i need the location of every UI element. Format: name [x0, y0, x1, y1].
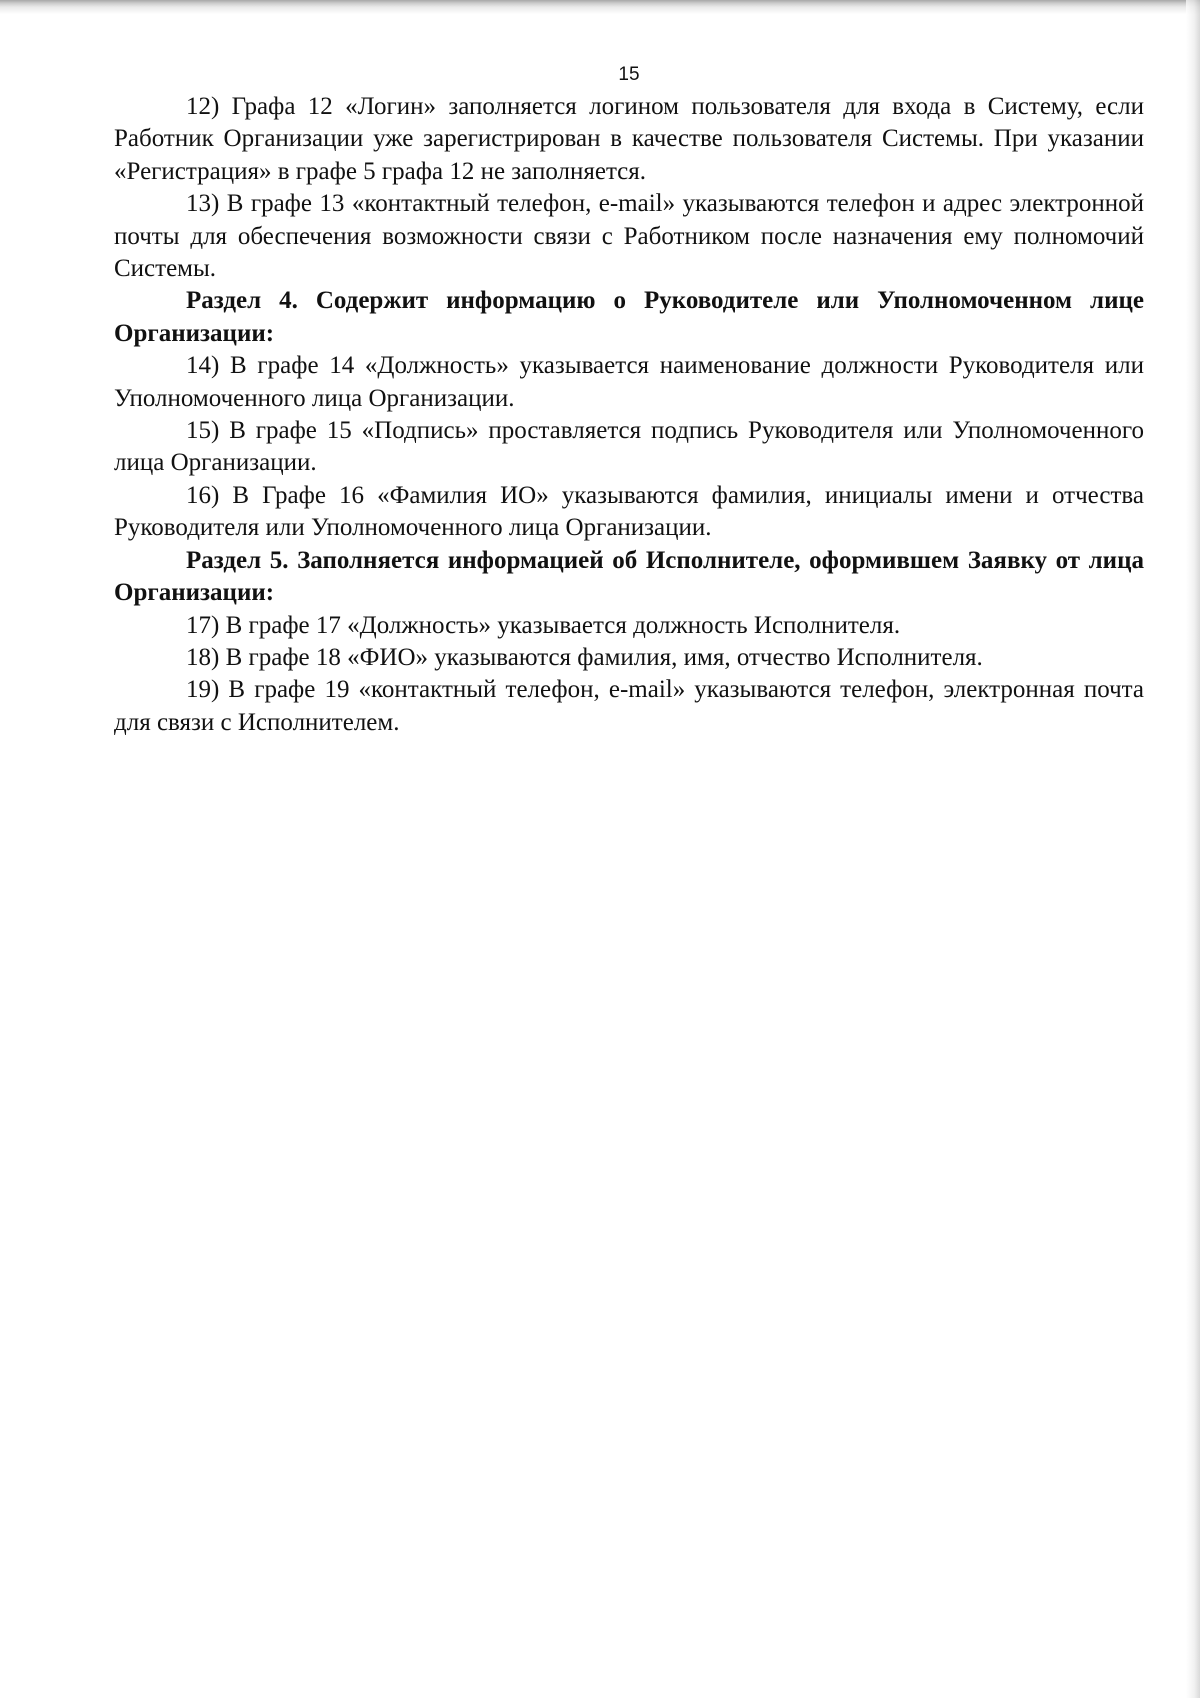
paragraph-item-15: 15) В графе 15 «Подпись» проставляется подпись Руководителя или Уполномоченного лица Организации. — [114, 417, 1144, 477]
section-4-heading: Раздел 4. Содержит информацию о Руководителе или Уполномоченном лице Организации: — [114, 287, 1144, 347]
scan-top-edge — [0, 0, 1200, 14]
paragraph-item-18: 18) В графе 18 «ФИО» указываются фамилия, имя, отчество Исполнителя. — [186, 643, 983, 671]
document-page — [114, 62, 1144, 739]
section-5-heading: Раздел 5. Заполняется информацией об Исполнителе, оформившем Заявку от лица Организации: — [114, 546, 1144, 607]
paragraph-item-16: 16) В Графе 16 «Фамилия ИО» указываются фамилия, инициалы имени и отчества Руководителя или Уполномоченного лица Организации. — [114, 481, 1144, 542]
scan-right-edge — [1186, 0, 1200, 1698]
paragraph-item-13: 13) В графе 13 «контактный телефон, e-mail» указываются телефон и адрес электронной почты для обеспечения возможности связи с Работником после назначения ему полномочий Системы. — [114, 190, 1144, 283]
paragraph-item-12: 12) Графа 12 «Логин» заполняется логином пользователя для входа в Систему, если Работник Организации уже зарегистрирован в качестве пользователя Системы. При указании «Регистрация» в графе 5 графа 12 не заполняется. — [114, 93, 1144, 185]
page-number: 15 — [618, 64, 640, 85]
paragraph-item-17: 17) В графе 17 «Должность» указывается должность Исполнителя. — [186, 611, 901, 639]
paragraph-item-19: 19) В графе 19 «контактный телефон, e-mail» указываются телефон, электронная почта для связи с Исполнителем. — [114, 676, 1144, 736]
paragraph-item-14: 14) В графе 14 «Должность» указывается наименование должности Руководителя или Уполномоченного лица Организации. — [114, 352, 1144, 412]
